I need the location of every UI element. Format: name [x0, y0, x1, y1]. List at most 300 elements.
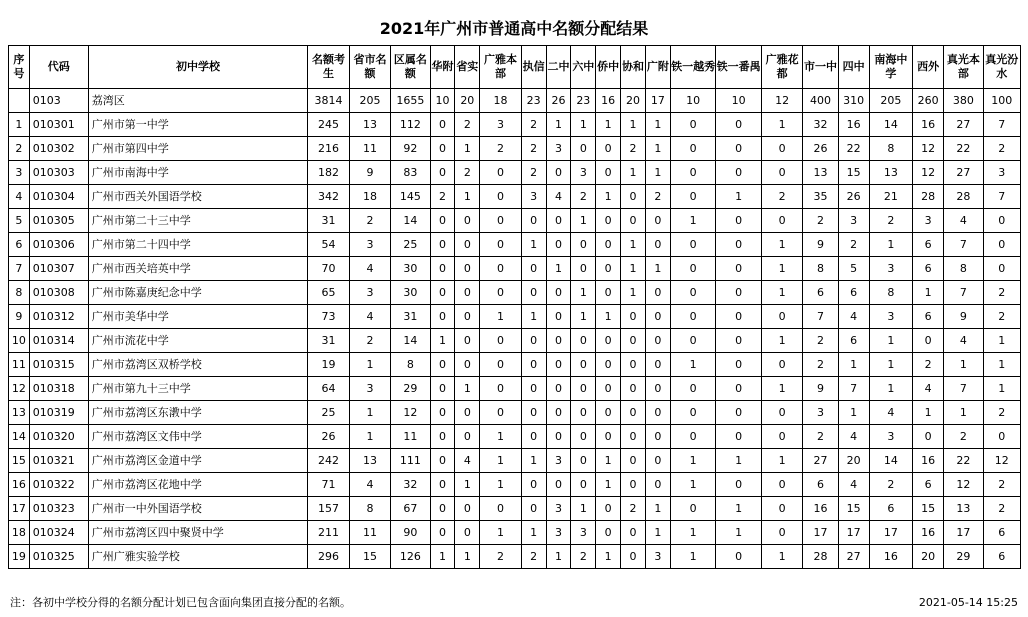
table-body: [9, 89, 1021, 569]
value-cell: 2: [983, 473, 1020, 497]
value-cell: 0: [645, 353, 670, 377]
value-cell: 0: [546, 425, 571, 449]
seq-cell: [9, 89, 30, 113]
school-cell: 广州市美华中学: [88, 305, 308, 329]
seq-cell: 13: [9, 401, 30, 425]
school-cell: 广州市陈嘉庚纪念中学: [88, 281, 308, 305]
value-cell: 1: [621, 233, 646, 257]
value-cell: 0: [480, 353, 521, 377]
value-cell: 1: [645, 497, 670, 521]
value-cell: 2: [913, 353, 944, 377]
value-cell: 14: [391, 209, 430, 233]
value-cell: 3: [546, 497, 571, 521]
value-cell: 0: [480, 401, 521, 425]
value-cell: 26: [546, 89, 571, 113]
value-cell: 0: [716, 353, 762, 377]
value-cell: 0: [430, 161, 455, 185]
value-cell: 1: [838, 401, 869, 425]
table-row: [9, 401, 1021, 425]
code-cell: 010312: [29, 305, 88, 329]
value-cell: 27: [944, 113, 983, 137]
table-row: [9, 257, 1021, 281]
value-cell: 0: [596, 233, 621, 257]
value-cell: 2: [455, 113, 480, 137]
value-cell: 3: [645, 545, 670, 569]
value-cell: 2: [803, 425, 838, 449]
value-cell: 7: [983, 185, 1020, 209]
value-cell: 2: [944, 425, 983, 449]
value-cell: 0: [913, 425, 944, 449]
value-cell: 0: [670, 305, 716, 329]
value-cell: 2: [983, 305, 1020, 329]
school-cell: 广州市西关培英中学: [88, 257, 308, 281]
value-cell: 3: [571, 521, 596, 545]
value-cell: 12: [944, 473, 983, 497]
value-cell: 0: [430, 233, 455, 257]
value-cell: 4: [838, 305, 869, 329]
school-cell: 广州市一中外国语学校: [88, 497, 308, 521]
value-cell: 8: [869, 281, 913, 305]
column-header: 铁一番禺: [716, 46, 762, 89]
value-cell: 1: [761, 281, 802, 305]
value-cell: 1: [645, 521, 670, 545]
value-cell: 1: [596, 113, 621, 137]
value-cell: 400: [803, 89, 838, 113]
value-cell: 4: [455, 449, 480, 473]
value-cell: 4: [838, 473, 869, 497]
value-cell: 2: [349, 329, 390, 353]
value-cell: 0: [571, 257, 596, 281]
value-cell: 0: [455, 521, 480, 545]
value-cell: 22: [838, 137, 869, 161]
value-cell: 11: [391, 425, 430, 449]
value-cell: 16: [596, 89, 621, 113]
value-cell: 0: [480, 257, 521, 281]
value-cell: 1: [670, 449, 716, 473]
value-cell: 83: [391, 161, 430, 185]
value-cell: 28: [944, 185, 983, 209]
value-cell: 3: [349, 281, 390, 305]
value-cell: 1: [838, 353, 869, 377]
value-cell: 0: [430, 401, 455, 425]
value-cell: 3: [571, 161, 596, 185]
value-cell: 30: [391, 257, 430, 281]
column-header: 广附: [645, 46, 670, 89]
value-cell: 216: [308, 137, 349, 161]
value-cell: 0: [596, 401, 621, 425]
value-cell: 4: [913, 377, 944, 401]
value-cell: 8: [349, 497, 390, 521]
value-cell: 31: [308, 329, 349, 353]
code-cell: 010314: [29, 329, 88, 353]
value-cell: 16: [913, 113, 944, 137]
value-cell: 1: [716, 497, 762, 521]
value-cell: 29: [944, 545, 983, 569]
value-cell: 0: [621, 353, 646, 377]
code-cell: 010320: [29, 425, 88, 449]
value-cell: 71: [308, 473, 349, 497]
table-row: [9, 521, 1021, 545]
value-cell: 16: [803, 497, 838, 521]
value-cell: 0: [670, 137, 716, 161]
value-cell: 211: [308, 521, 349, 545]
school-cell: 广州市流花中学: [88, 329, 308, 353]
column-header: 真光本部: [944, 46, 983, 89]
value-cell: 1: [596, 545, 621, 569]
value-cell: 1: [869, 233, 913, 257]
value-cell: 1: [430, 329, 455, 353]
school-cell: 广州广雅实验学校: [88, 545, 308, 569]
value-cell: 0: [430, 473, 455, 497]
value-cell: 1: [944, 401, 983, 425]
value-cell: 2: [645, 185, 670, 209]
header-row: [9, 46, 1021, 89]
value-cell: 0: [596, 353, 621, 377]
value-cell: 1: [455, 185, 480, 209]
value-cell: 14: [869, 449, 913, 473]
value-cell: 0: [761, 425, 802, 449]
value-cell: 6: [983, 521, 1020, 545]
code-cell: 010319: [29, 401, 88, 425]
value-cell: 2: [521, 161, 546, 185]
value-cell: 13: [869, 161, 913, 185]
value-cell: 4: [869, 401, 913, 425]
table-row: [9, 329, 1021, 353]
value-cell: 9: [349, 161, 390, 185]
value-cell: 14: [869, 113, 913, 137]
value-cell: 15: [349, 545, 390, 569]
value-cell: 2: [983, 281, 1020, 305]
value-cell: 6: [913, 305, 944, 329]
value-cell: 0: [480, 377, 521, 401]
table-row: [9, 305, 1021, 329]
value-cell: 13: [349, 113, 390, 137]
value-cell: 3: [983, 161, 1020, 185]
value-cell: 1: [869, 329, 913, 353]
table-row: [9, 449, 1021, 473]
value-cell: 0: [716, 137, 762, 161]
value-cell: 0: [571, 473, 596, 497]
value-cell: 30: [391, 281, 430, 305]
value-cell: 0: [913, 329, 944, 353]
value-cell: 145: [391, 185, 430, 209]
school-cell: 荔湾区: [88, 89, 308, 113]
value-cell: 0: [455, 425, 480, 449]
value-cell: 1: [670, 473, 716, 497]
code-cell: 010305: [29, 209, 88, 233]
value-cell: 1: [761, 545, 802, 569]
value-cell: 0: [596, 329, 621, 353]
value-cell: 2: [761, 185, 802, 209]
value-cell: 1: [596, 473, 621, 497]
value-cell: 1: [869, 353, 913, 377]
value-cell: 0: [761, 353, 802, 377]
value-cell: 182: [308, 161, 349, 185]
value-cell: 0: [596, 425, 621, 449]
value-cell: 1: [761, 449, 802, 473]
seq-cell: 14: [9, 425, 30, 449]
school-cell: 广州市荔湾区文伟中学: [88, 425, 308, 449]
value-cell: 3: [349, 233, 390, 257]
column-header: 西外: [913, 46, 944, 89]
value-cell: 1: [761, 113, 802, 137]
value-cell: 0: [571, 449, 596, 473]
value-cell: 2: [621, 137, 646, 161]
value-cell: 0: [621, 521, 646, 545]
seq-cell: 8: [9, 281, 30, 305]
table-row: [9, 353, 1021, 377]
allocation-table: [8, 45, 1021, 569]
value-cell: 1: [455, 137, 480, 161]
value-cell: 3: [546, 449, 571, 473]
value-cell: 0: [670, 161, 716, 185]
value-cell: 31: [308, 209, 349, 233]
table-row: [9, 185, 1021, 209]
value-cell: 0: [716, 473, 762, 497]
code-cell: 010303: [29, 161, 88, 185]
page-title: 2021年广州市普通高中名额分配结果: [379, 19, 649, 38]
value-cell: 17: [869, 521, 913, 545]
value-cell: 0: [645, 209, 670, 233]
value-cell: 1: [521, 233, 546, 257]
value-cell: 12: [983, 449, 1020, 473]
value-cell: 7: [944, 281, 983, 305]
value-cell: 0: [571, 377, 596, 401]
value-cell: 6: [869, 497, 913, 521]
value-cell: 1: [480, 305, 521, 329]
value-cell: 0: [521, 377, 546, 401]
value-cell: 5: [838, 257, 869, 281]
value-cell: 2: [480, 137, 521, 161]
value-cell: 2: [838, 233, 869, 257]
value-cell: 2: [571, 185, 596, 209]
value-cell: 11: [349, 521, 390, 545]
code-cell: 010308: [29, 281, 88, 305]
value-cell: 16: [838, 113, 869, 137]
value-cell: 28: [913, 185, 944, 209]
value-cell: 18: [480, 89, 521, 113]
code-cell: 010301: [29, 113, 88, 137]
value-cell: 3: [521, 185, 546, 209]
value-cell: 19: [308, 353, 349, 377]
value-cell: 0: [546, 233, 571, 257]
table-header: [9, 46, 1021, 89]
value-cell: 0: [521, 353, 546, 377]
value-cell: 2: [521, 137, 546, 161]
value-cell: 0: [621, 401, 646, 425]
value-cell: 25: [391, 233, 430, 257]
column-header: 六中: [571, 46, 596, 89]
value-cell: 0: [571, 137, 596, 161]
value-cell: 0: [645, 329, 670, 353]
value-cell: 20: [838, 449, 869, 473]
school-cell: 广州市荔湾区东漖中学: [88, 401, 308, 425]
value-cell: 1: [521, 521, 546, 545]
value-cell: 0: [596, 281, 621, 305]
value-cell: 6: [838, 281, 869, 305]
value-cell: 2: [983, 137, 1020, 161]
value-cell: 26: [803, 137, 838, 161]
value-cell: 10: [670, 89, 716, 113]
value-cell: 12: [391, 401, 430, 425]
value-cell: 17: [803, 521, 838, 545]
value-cell: 205: [869, 89, 913, 113]
value-cell: 6: [983, 545, 1020, 569]
value-cell: 20: [621, 89, 646, 113]
value-cell: 1: [645, 113, 670, 137]
value-cell: 1: [571, 497, 596, 521]
value-cell: 22: [944, 137, 983, 161]
value-cell: 1655: [391, 89, 430, 113]
value-cell: 0: [430, 353, 455, 377]
column-header: 广雅本部: [480, 46, 521, 89]
value-cell: 1: [480, 425, 521, 449]
column-header: 二中: [546, 46, 571, 89]
seq-cell: 10: [9, 329, 30, 353]
value-cell: 0: [480, 209, 521, 233]
value-cell: 242: [308, 449, 349, 473]
column-header: 市一中: [803, 46, 838, 89]
value-cell: 0: [716, 257, 762, 281]
value-cell: 32: [391, 473, 430, 497]
value-cell: 1: [621, 113, 646, 137]
code-cell: 010315: [29, 353, 88, 377]
value-cell: 27: [803, 449, 838, 473]
value-cell: 0: [716, 329, 762, 353]
footnote: 注：各初中学校分得的名额分配计划已包含面向集团直接分配的名额。: [10, 596, 351, 609]
value-cell: 1: [571, 209, 596, 233]
value-cell: 9: [944, 305, 983, 329]
value-cell: 0: [670, 497, 716, 521]
value-cell: 0: [521, 401, 546, 425]
seq-cell: 3: [9, 161, 30, 185]
value-cell: 0: [761, 473, 802, 497]
seq-cell: 11: [9, 353, 30, 377]
value-cell: 1: [670, 353, 716, 377]
value-cell: 16: [913, 521, 944, 545]
value-cell: 0: [455, 281, 480, 305]
column-header: 代码: [29, 46, 88, 89]
value-cell: 0: [455, 401, 480, 425]
seq-cell: 2: [9, 137, 30, 161]
column-header: 侨中: [596, 46, 621, 89]
value-cell: 23: [571, 89, 596, 113]
value-cell: 3: [546, 521, 571, 545]
value-cell: 0: [621, 377, 646, 401]
value-cell: 1: [480, 473, 521, 497]
table-row: [9, 377, 1021, 401]
value-cell: 296: [308, 545, 349, 569]
value-cell: 0: [571, 425, 596, 449]
value-cell: 8: [803, 257, 838, 281]
value-cell: 0: [430, 449, 455, 473]
value-cell: 2: [803, 329, 838, 353]
value-cell: 0: [983, 257, 1020, 281]
seq-cell: 18: [9, 521, 30, 545]
value-cell: 0: [716, 281, 762, 305]
value-cell: 0: [621, 473, 646, 497]
value-cell: 1: [621, 281, 646, 305]
column-header: 初中学校: [88, 46, 308, 89]
value-cell: 0: [571, 353, 596, 377]
value-cell: 0: [670, 233, 716, 257]
value-cell: 0: [430, 281, 455, 305]
value-cell: 0: [455, 329, 480, 353]
value-cell: 0: [761, 305, 802, 329]
value-cell: 12: [913, 161, 944, 185]
value-cell: 18: [349, 185, 390, 209]
school-cell: 广州市南海中学: [88, 161, 308, 185]
column-header: 华附: [430, 46, 455, 89]
value-cell: 2: [430, 185, 455, 209]
value-cell: 12: [913, 137, 944, 161]
school-cell: 广州市西关外国语学校: [88, 185, 308, 209]
code-cell: 010323: [29, 497, 88, 521]
column-header: 协和: [621, 46, 646, 89]
value-cell: 0: [983, 425, 1020, 449]
value-cell: 1: [983, 377, 1020, 401]
value-cell: 0: [645, 305, 670, 329]
value-cell: 0: [596, 497, 621, 521]
school-cell: 广州市荔湾区金道中学: [88, 449, 308, 473]
column-header: 真光汾水: [983, 46, 1020, 89]
value-cell: 1: [761, 233, 802, 257]
value-cell: 1: [349, 353, 390, 377]
school-cell: 广州市第二十四中学: [88, 233, 308, 257]
value-cell: 100: [983, 89, 1020, 113]
value-cell: 0: [546, 353, 571, 377]
seq-cell: 15: [9, 449, 30, 473]
table-row: [9, 161, 1021, 185]
value-cell: 1: [716, 449, 762, 473]
value-cell: 1: [349, 401, 390, 425]
value-cell: 1: [983, 353, 1020, 377]
value-cell: 10: [716, 89, 762, 113]
value-cell: 3: [803, 401, 838, 425]
value-cell: 1: [546, 545, 571, 569]
district-row: [9, 89, 1021, 113]
column-header: 区属名额: [391, 46, 430, 89]
value-cell: 35: [803, 185, 838, 209]
value-cell: 65: [308, 281, 349, 305]
value-cell: 0: [670, 329, 716, 353]
value-cell: 2: [803, 353, 838, 377]
value-cell: 0: [670, 377, 716, 401]
value-cell: 4: [349, 257, 390, 281]
value-cell: 1: [480, 449, 521, 473]
value-cell: 4: [944, 209, 983, 233]
value-cell: 0: [716, 209, 762, 233]
value-cell: 0: [571, 233, 596, 257]
value-cell: 4: [546, 185, 571, 209]
value-cell: 0: [621, 185, 646, 209]
value-cell: 0: [455, 209, 480, 233]
value-cell: 2: [571, 545, 596, 569]
value-cell: 9: [803, 233, 838, 257]
value-cell: 3: [869, 305, 913, 329]
value-cell: 0: [596, 521, 621, 545]
table-row: [9, 497, 1021, 521]
value-cell: 14: [391, 329, 430, 353]
code-cell: 010307: [29, 257, 88, 281]
code-cell: 010306: [29, 233, 88, 257]
table-row: [9, 137, 1021, 161]
value-cell: 7: [944, 377, 983, 401]
value-cell: 20: [913, 545, 944, 569]
value-cell: 310: [838, 89, 869, 113]
seq-cell: 17: [9, 497, 30, 521]
value-cell: 0: [455, 233, 480, 257]
